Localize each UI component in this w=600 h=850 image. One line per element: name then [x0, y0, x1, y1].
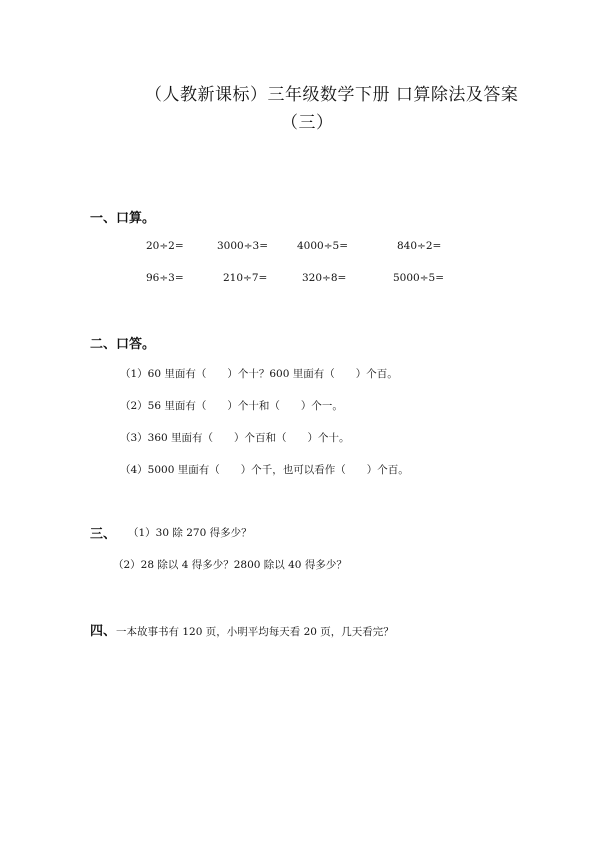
- calc-item: 5000÷5=: [393, 272, 444, 284]
- section-3-heading: 三、: [90, 527, 117, 542]
- calc-item: 4000÷5=: [297, 240, 348, 252]
- page-title-subtitle: （三）: [281, 113, 334, 133]
- word-problem-text: 一本故事书有 120 页，小明平均每天看 20 页，几天看完？: [116, 626, 394, 638]
- section-2-heading: 二、口答。: [90, 337, 156, 352]
- calc-item: 3000÷3=: [217, 240, 268, 252]
- question-item: （1）30 除 270 得多少？: [128, 527, 252, 539]
- question-item: （4）5000 里面有（ ）个千，也可以看作（ ）个百。: [120, 464, 409, 476]
- section-1-heading: 一、口算。: [90, 211, 156, 226]
- question-item: （2）56 里面有（ ）个十和（ ）个一。: [120, 400, 343, 412]
- section-4: [90, 620, 394, 639]
- calc-item: 320÷8=: [302, 272, 347, 284]
- calc-item: 96÷3=: [146, 272, 184, 284]
- question-item: （3）360 里面有（ ）个百和（ ）个十。: [120, 432, 350, 444]
- calc-item: 20÷2=: [146, 240, 184, 252]
- page-title: （人教新课标）三年级数学下册 口算除法及答案: [145, 85, 519, 105]
- question-item: （2）28 除以 4 得多少？2800 除以 40 得多少？: [113, 559, 347, 571]
- question-item: （1）60 里面有（ ）个十？600 里面有（ ）个百。: [120, 368, 398, 380]
- calc-item: 840÷2=: [397, 240, 442, 252]
- calc-item: 210÷7=: [223, 272, 268, 284]
- section-4-heading: 四、: [90, 624, 117, 639]
